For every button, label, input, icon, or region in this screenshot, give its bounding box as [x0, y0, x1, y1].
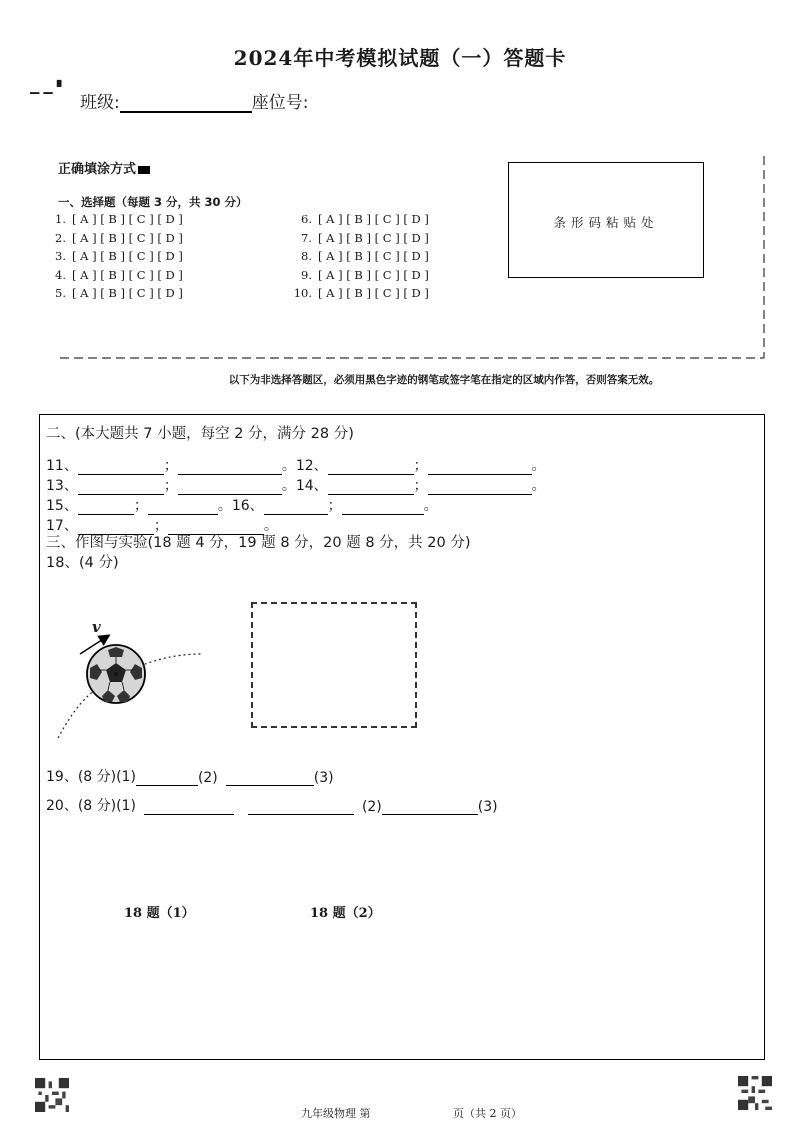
separator: ； [163, 478, 178, 494]
mc-number: 6. [301, 212, 312, 226]
velocity-label: v [92, 618, 101, 636]
mc-number: 1. [55, 212, 66, 226]
row-13-14 [46, 475, 546, 495]
separator: ； [327, 498, 342, 514]
qr-code-icon [35, 1078, 69, 1112]
mc-number: 5. [55, 286, 66, 300]
mc-number: 8. [301, 249, 312, 263]
q12-blank-1[interactable] [328, 459, 414, 475]
q17-label: 17、 [46, 518, 78, 534]
row-20 [46, 795, 498, 815]
row-19 [46, 766, 334, 786]
sub-figure-label-2: 18 题（2） [310, 906, 381, 921]
row-15-16 [46, 495, 438, 515]
q12-blank-2[interactable] [428, 459, 532, 475]
mc-number: 3. [55, 249, 66, 263]
q19-label: 19、(8 分)(1) [46, 769, 136, 785]
q15-label: 15、 [46, 498, 78, 514]
period: 。 [531, 458, 546, 474]
q20-label: 20、(8 分)(1) [46, 798, 136, 814]
separator: ； [413, 458, 428, 474]
mc-options[interactable]: [ A ] [ B ] [ C ] [ D ] [318, 249, 429, 263]
q20-blank-1[interactable] [144, 799, 234, 815]
q13-blank-2[interactable] [178, 479, 282, 495]
seat-label: 座位号: [251, 93, 309, 113]
q16-blank-1[interactable] [264, 499, 328, 515]
mc-options[interactable]: [ A ] [ B ] [ C ] [ D ] [72, 249, 183, 263]
period: 。 [423, 498, 438, 514]
separator: ； [163, 458, 178, 474]
mc-number: 9. [301, 267, 312, 282]
q14-blank-2[interactable] [428, 479, 532, 495]
q20-part2: (2) [361, 799, 382, 815]
footer-grade-subject: 九年级物理 第 [301, 1107, 371, 1120]
mc-number: 10. [293, 286, 312, 300]
barcode-label: 条形码粘贴处 [553, 215, 659, 230]
row-11-12 [46, 455, 546, 475]
drawing-area[interactable] [251, 602, 417, 728]
mc-options[interactable]: [ A ] [ B ] [ C ] [ D ] [72, 230, 183, 245]
q16-label: 。16、 [217, 498, 264, 514]
q20-part3: (3) [477, 799, 498, 815]
q11-blank-2[interactable] [178, 459, 282, 475]
dashed-divider [0, 0, 800, 400]
section3-title: 三、作图与实验(18 题 4 分，19 题 8 分，20 题 8 分，共 20 分) [46, 535, 471, 551]
period: 。 [531, 478, 546, 494]
mc-options[interactable]: [ A ] [ B ] [ C ] [ D ] [72, 212, 183, 226]
q20-blank-3[interactable] [382, 799, 478, 815]
q13-blank-1[interactable] [78, 479, 164, 495]
trajectory-path [140, 654, 202, 666]
mc-options[interactable]: [ A ] [ B ] [ C ] [ D ] [318, 286, 429, 300]
q20-blank-2[interactable] [248, 799, 354, 815]
q19-blank-1[interactable] [136, 770, 198, 786]
page-title: 2024年中考模拟试题（一）答题卡 [233, 46, 567, 70]
q12-label: 。12、 [281, 458, 328, 474]
q11-label: 11、 [46, 458, 78, 474]
period: 。 [263, 518, 278, 534]
q13-label: 13、 [46, 478, 78, 494]
mc-options[interactable]: [ A ] [ B ] [ C ] [ D ] [72, 267, 183, 282]
separator: ； [413, 478, 428, 494]
answer-notice: 以下为非选择答题区，必须用黑色字迹的钢笔或签字笔在指定的区域内作答，否则答案无效。 [228, 374, 660, 386]
q14-label: 。14、 [281, 478, 328, 494]
q15-blank-2[interactable] [148, 499, 218, 515]
q19-part2: (2) [197, 770, 218, 786]
mc-options[interactable]: [ A ] [ B ] [ C ] [ D ] [318, 267, 429, 282]
mc-number: 7. [301, 230, 312, 245]
mc-number: 4. [55, 267, 66, 282]
q19-blank-2[interactable] [226, 770, 314, 786]
section2-title: 二、(本大题共 7 小题，每空 2 分，满分 28 分) [46, 426, 354, 442]
separator: ； [153, 518, 168, 534]
qr-code-icon [738, 1076, 772, 1110]
soccer-ball-figure [50, 612, 220, 746]
soccer-ball-icon [87, 645, 145, 703]
q15-blank-1[interactable] [78, 499, 134, 515]
q14-blank-1[interactable] [328, 479, 414, 495]
fill-method-label: 正确填涂方式 [58, 162, 137, 177]
mc-options[interactable]: [ A ] [ B ] [ C ] [ D ] [72, 286, 183, 300]
separator: ； [133, 498, 148, 514]
q16-blank-2[interactable] [342, 499, 424, 515]
class-label: 班级: [80, 93, 120, 113]
mc-number: 2. [55, 230, 66, 245]
sub-figure-label-1: 18 题（1） [124, 906, 195, 921]
section1-title: 一、选择题（每题 3 分，共 30 分） [58, 195, 248, 209]
footer-page-count: 页（共 2 页） [453, 1107, 522, 1120]
mc-options[interactable]: [ A ] [ B ] [ C ] [ D ] [318, 212, 429, 226]
corner-mark: ▁ ▁ ▘ [30, 80, 67, 94]
q11-blank-1[interactable] [78, 459, 164, 475]
mc-options[interactable]: [ A ] [ B ] [ C ] [ D ] [318, 230, 429, 245]
q18-label: 18、(4 分) [46, 555, 119, 571]
q19-part3: (3) [313, 770, 334, 786]
